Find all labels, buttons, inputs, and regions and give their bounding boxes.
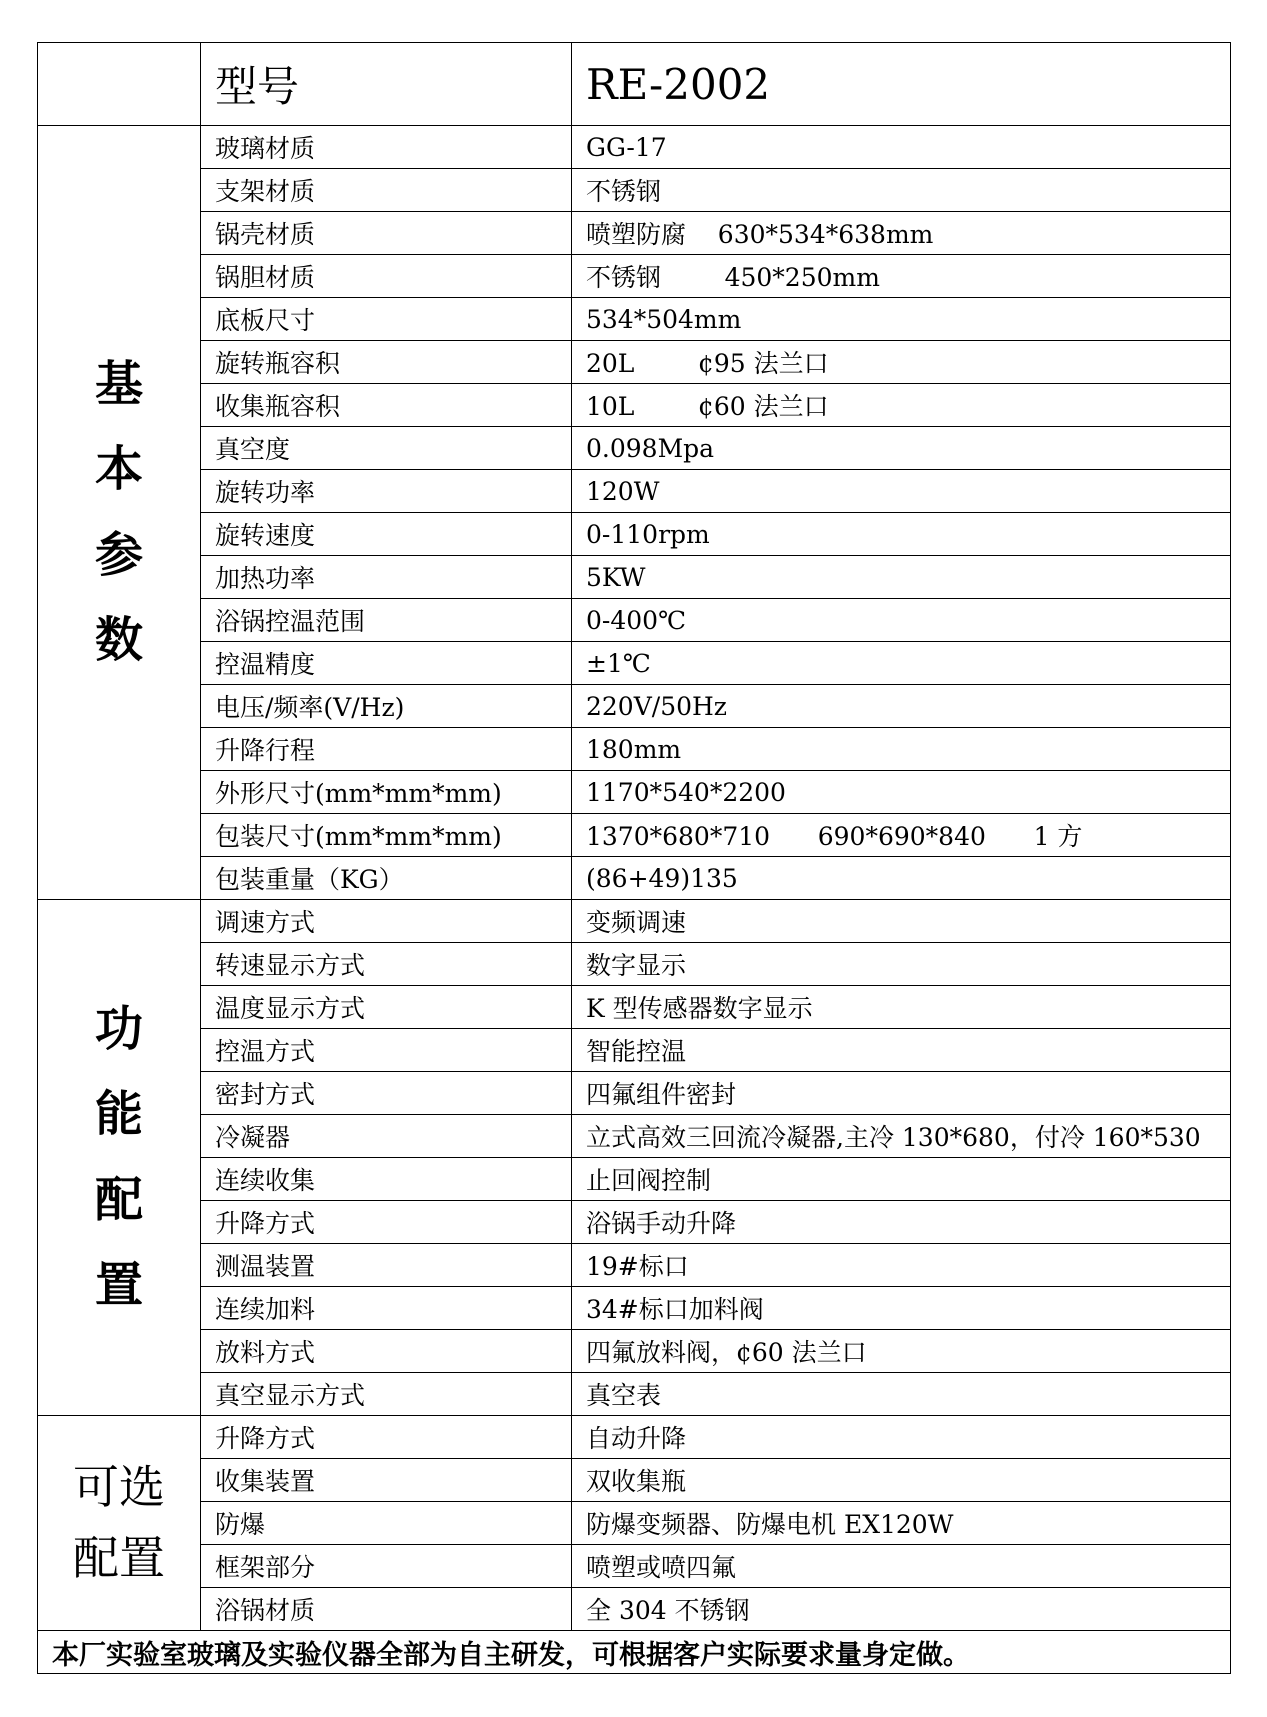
param-value: 喷塑防腐 630*534*638mm bbox=[572, 212, 1231, 255]
param-label: 玻璃材质 bbox=[201, 126, 572, 169]
model-row bbox=[38, 43, 1231, 126]
table-row bbox=[38, 1029, 1231, 1072]
table-row bbox=[38, 642, 1231, 685]
param-value: 真空表 bbox=[572, 1373, 1231, 1416]
param-label: 升降方式 bbox=[201, 1416, 572, 1459]
param-label: 真空度 bbox=[201, 427, 572, 470]
param-label: 升降行程 bbox=[201, 728, 572, 771]
param-label: 浴锅控温范围 bbox=[201, 599, 572, 642]
param-value: 0-400℃ bbox=[572, 599, 1231, 642]
table-row bbox=[38, 1330, 1231, 1373]
param-label: 连续加料 bbox=[201, 1287, 572, 1330]
table-row bbox=[38, 900, 1231, 943]
param-value: 180mm bbox=[572, 728, 1231, 771]
param-label: 包装尺寸(mm*mm*mm) bbox=[201, 814, 572, 857]
param-label: 旋转瓶容积 bbox=[201, 341, 572, 384]
basic-parameters-title: 基 本 参 数 bbox=[94, 355, 143, 668]
footer-note: 本厂实验室玻璃及实验仪器全部为自主研发，可根据客户实际要求量身定做。 bbox=[38, 1631, 1231, 1674]
table-row bbox=[38, 599, 1231, 642]
param-value: 10L ¢60 法兰口 bbox=[572, 384, 1231, 427]
param-label: 放料方式 bbox=[201, 1330, 572, 1373]
param-label: 冷凝器 bbox=[201, 1115, 572, 1158]
param-value: 0-110rpm bbox=[572, 513, 1231, 556]
table-row bbox=[38, 1373, 1231, 1416]
model-label: 型号 bbox=[201, 43, 572, 126]
table-row bbox=[38, 298, 1231, 341]
param-label: 控温精度 bbox=[201, 642, 572, 685]
param-value: 19#标口 bbox=[572, 1244, 1231, 1287]
param-value: 20L ¢95 法兰口 bbox=[572, 341, 1231, 384]
table-row bbox=[38, 556, 1231, 599]
param-value: 智能控温 bbox=[572, 1029, 1231, 1072]
param-label: 锅壳材质 bbox=[201, 212, 572, 255]
table-row bbox=[38, 1115, 1231, 1158]
param-label: 收集瓶容积 bbox=[201, 384, 572, 427]
param-value: 120W bbox=[572, 470, 1231, 513]
param-label: 防爆 bbox=[201, 1502, 572, 1545]
param-value: 534*504mm bbox=[572, 298, 1231, 341]
param-value: 喷塑或喷四氟 bbox=[572, 1545, 1231, 1588]
param-value: 34#标口加料阀 bbox=[572, 1287, 1231, 1330]
param-label: 浴锅材质 bbox=[201, 1588, 572, 1631]
param-label: 锅胆材质 bbox=[201, 255, 572, 298]
spec-table bbox=[37, 42, 1231, 1674]
param-value: 变频调速 bbox=[572, 900, 1231, 943]
table-row bbox=[38, 943, 1231, 986]
table-row bbox=[38, 1287, 1231, 1330]
table-row bbox=[38, 814, 1231, 857]
note-row bbox=[38, 1631, 1231, 1674]
function-config-title: 功 能 配 置 bbox=[94, 1000, 143, 1313]
param-label: 支架材质 bbox=[201, 169, 572, 212]
function-config-section-cell bbox=[38, 900, 201, 1416]
param-value: ±1℃ bbox=[572, 642, 1231, 685]
param-value: 立式高效三回流冷凝器,主冷 130*680，付冷 160*530 bbox=[572, 1115, 1231, 1158]
table-row bbox=[38, 1416, 1231, 1459]
param-label: 测温装置 bbox=[201, 1244, 572, 1287]
param-label: 温度显示方式 bbox=[201, 986, 572, 1029]
table-row bbox=[38, 341, 1231, 384]
param-label: 连续收集 bbox=[201, 1158, 572, 1201]
table-row bbox=[38, 513, 1231, 556]
param-value: 数字显示 bbox=[572, 943, 1231, 986]
basic-parameters-section-cell bbox=[38, 126, 201, 900]
param-label: 调速方式 bbox=[201, 900, 572, 943]
table-row bbox=[38, 212, 1231, 255]
param-value: 防爆变频器、防爆电机 EX120W bbox=[572, 1502, 1231, 1545]
param-value: 四氟放料阀，¢60 法兰口 bbox=[572, 1330, 1231, 1373]
table-row bbox=[38, 427, 1231, 470]
param-label: 框架部分 bbox=[201, 1545, 572, 1588]
param-label: 收集装置 bbox=[201, 1459, 572, 1502]
param-value: 不锈钢 450*250mm bbox=[572, 255, 1231, 298]
optional-config-section-cell bbox=[38, 1416, 201, 1631]
table-row bbox=[38, 1158, 1231, 1201]
param-label: 底板尺寸 bbox=[201, 298, 572, 341]
table-row bbox=[38, 986, 1231, 1029]
table-row bbox=[38, 1201, 1231, 1244]
param-label: 电压/频率(V/Hz) bbox=[201, 685, 572, 728]
table-row bbox=[38, 126, 1231, 169]
param-value: 0.098Mpa bbox=[572, 427, 1231, 470]
table-row bbox=[38, 857, 1231, 900]
param-value: 浴锅手动升降 bbox=[572, 1201, 1231, 1244]
param-value: 四氟组件密封 bbox=[572, 1072, 1231, 1115]
param-label: 升降方式 bbox=[201, 1201, 572, 1244]
table-row bbox=[38, 1459, 1231, 1502]
param-value: 1170*540*2200 bbox=[572, 771, 1231, 814]
param-value: (86+49)135 bbox=[572, 857, 1231, 900]
model-blank-cell bbox=[38, 43, 201, 126]
param-value: K 型传感器数字显示 bbox=[572, 986, 1231, 1029]
table-row bbox=[38, 1588, 1231, 1631]
table-row bbox=[38, 169, 1231, 212]
param-label: 加热功率 bbox=[201, 556, 572, 599]
param-value: 自动升降 bbox=[572, 1416, 1231, 1459]
param-label: 外形尺寸(mm*mm*mm) bbox=[201, 771, 572, 814]
table-row bbox=[38, 1502, 1231, 1545]
param-value: 全 304 不锈钢 bbox=[572, 1588, 1231, 1631]
param-label: 真空显示方式 bbox=[201, 1373, 572, 1416]
param-value: 不锈钢 bbox=[572, 169, 1231, 212]
table-row bbox=[38, 771, 1231, 814]
param-value: GG-17 bbox=[572, 126, 1231, 169]
table-row bbox=[38, 728, 1231, 771]
param-value: 220V/50Hz bbox=[572, 685, 1231, 728]
optional-config-title: 可选 配置 bbox=[73, 1459, 165, 1585]
param-label: 旋转速度 bbox=[201, 513, 572, 556]
param-value: 双收集瓶 bbox=[572, 1459, 1231, 1502]
table-row bbox=[38, 470, 1231, 513]
param-label: 包装重量（KG） bbox=[201, 857, 572, 900]
table-row bbox=[38, 255, 1231, 298]
param-label: 转速显示方式 bbox=[201, 943, 572, 986]
param-label: 控温方式 bbox=[201, 1029, 572, 1072]
param-label: 密封方式 bbox=[201, 1072, 572, 1115]
table-row bbox=[38, 1072, 1231, 1115]
param-value: 5KW bbox=[572, 556, 1231, 599]
param-label: 旋转功率 bbox=[201, 470, 572, 513]
table-row bbox=[38, 685, 1231, 728]
param-value: 止回阀控制 bbox=[572, 1158, 1231, 1201]
table-row bbox=[38, 1244, 1231, 1287]
model-value: RE-2002 bbox=[572, 43, 1231, 126]
table-row bbox=[38, 384, 1231, 427]
param-value: 1370*680*710 690*690*840 1 方 bbox=[572, 814, 1231, 857]
table-row bbox=[38, 1545, 1231, 1588]
